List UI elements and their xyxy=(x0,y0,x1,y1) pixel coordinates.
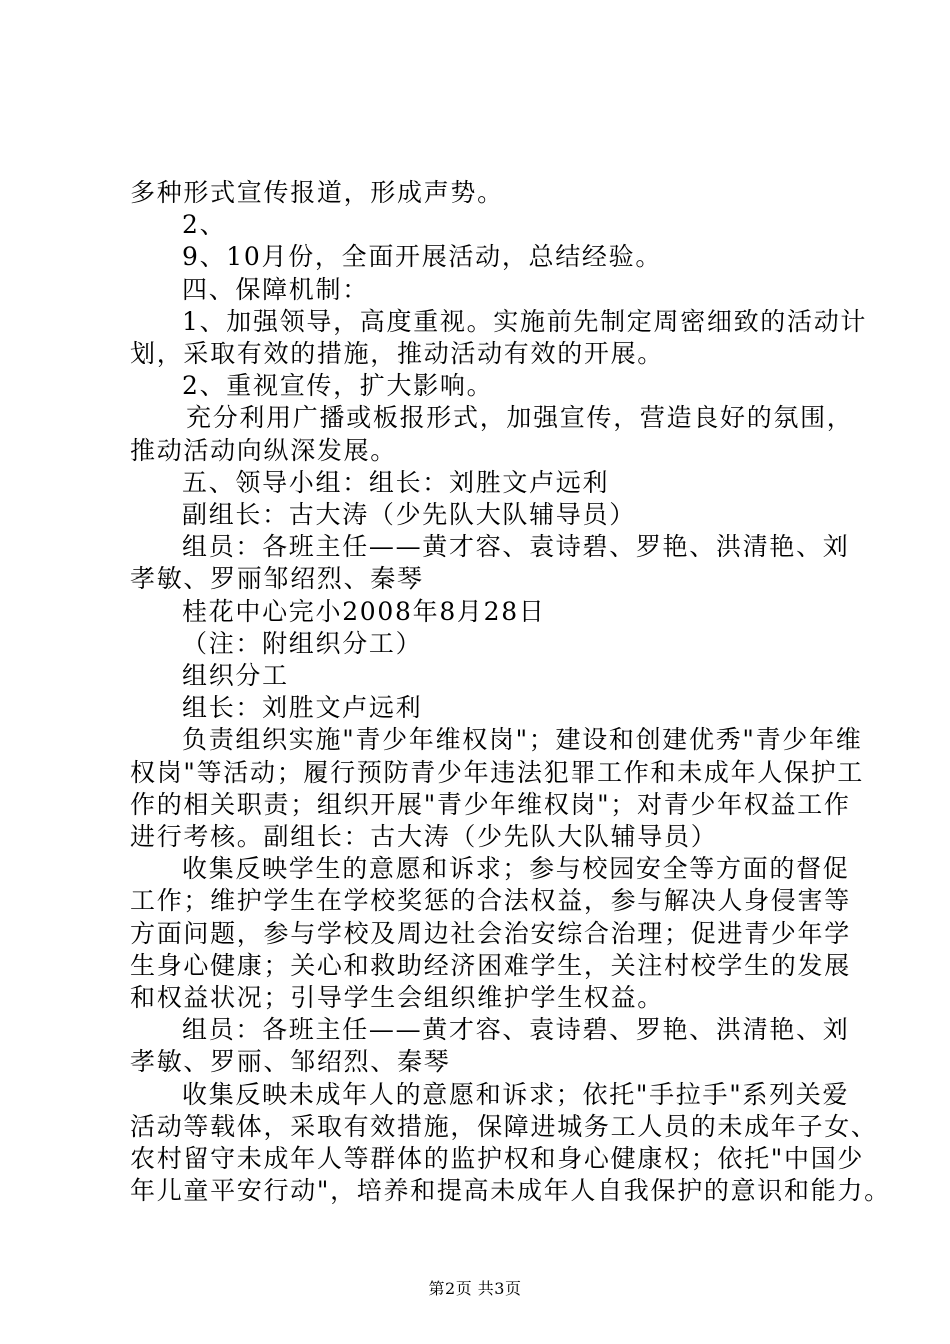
text-line: 推动活动向纵深发展。 xyxy=(130,435,398,465)
text-line: 9、10月份，全面开展活动，总结经验。 xyxy=(182,242,663,272)
text-line: 孝敏、罗丽、邹绍烈、秦琴 xyxy=(130,1047,451,1077)
text-line: 充分利用广播或板报形式，加强宣传，营造良好的氛围， xyxy=(186,403,854,433)
text-line: 组员：各班主任——黄才容、袁诗碧、罗艳、洪清艳、刘 xyxy=(182,1015,850,1045)
document-body xyxy=(130,177,891,1208)
text-line: 生身心健康；关心和救助经济困难学生，关注村校学生的发展 xyxy=(130,950,851,980)
text-line: 作的相关职责；组织开展"青少年维权岗"；对青少年权益工作 xyxy=(130,789,851,819)
section-heading: 五、领导小组：组长：刘胜文卢远利 xyxy=(182,467,610,497)
section-heading: 组织分工 xyxy=(182,661,289,691)
text-line: 和权益状况；引导学生会组织维护学生权益。 xyxy=(130,983,665,1013)
text-line: 2、 xyxy=(182,210,227,240)
text-line: （注：附组织分工） xyxy=(182,628,423,658)
text-line: 组员：各班主任——黄才容、袁诗碧、罗艳、洪清艳、刘 xyxy=(182,532,850,562)
text-line: 收集反映未成年人的意愿和诉求；依托"手拉手"系列关爱 xyxy=(182,1079,850,1109)
text-line: 副组长：古大涛（少先队大队辅导员） xyxy=(182,500,636,530)
text-line: 负责组织实施"青少年维权岗"；建设和创建优秀"青少年维 xyxy=(182,725,863,755)
text-line: 活动等载体，采取有效措施，保障进城务工人员的未成年子女、 xyxy=(130,1111,878,1141)
text-line: 收集反映学生的意愿和诉求；参与校园安全等方面的督促 xyxy=(182,854,850,884)
signature-date-line: 桂花中心完小2008年8月28日 xyxy=(182,596,546,626)
text-line: 农村留守未成年人等群体的监护权和身心健康权；依托"中国少 xyxy=(130,1144,865,1174)
page-footer: 第2页 共3页 xyxy=(428,1279,522,1298)
text-line: 多种形式宣传报道，形成声势。 xyxy=(130,178,504,207)
text-line: 孝敏、罗丽邹绍烈、秦琴 xyxy=(130,564,424,594)
text-line: 1、加强领导，高度重视。实施前先制定周密细致的活动计 xyxy=(182,306,868,336)
text-line: 2、重视宣传，扩大影响。 xyxy=(182,371,494,401)
section-heading: 四、保障机制： xyxy=(182,274,369,304)
text-line: 组长：刘胜文卢远利 xyxy=(182,693,423,723)
text-line: 划，采取有效的措施，推动活动有效的开展。 xyxy=(130,339,665,369)
text-line: 年儿童平安行动"，培养和提高未成年人自我保护的意识和能力。 xyxy=(130,1176,891,1206)
text-line: 方面问题，参与学校及周边社会治安综合治理；促进青少年学 xyxy=(130,918,851,948)
text-line: 工作；维护学生在学校奖惩的合法权益，参与解决人身侵害等 xyxy=(130,886,851,916)
text-line: 进行考核。副组长：古大涛（少先队大队辅导员） xyxy=(130,822,718,852)
text-line: 权岗"等活动；履行预防青少年违法犯罪工作和未成年人保护工 xyxy=(130,757,865,787)
